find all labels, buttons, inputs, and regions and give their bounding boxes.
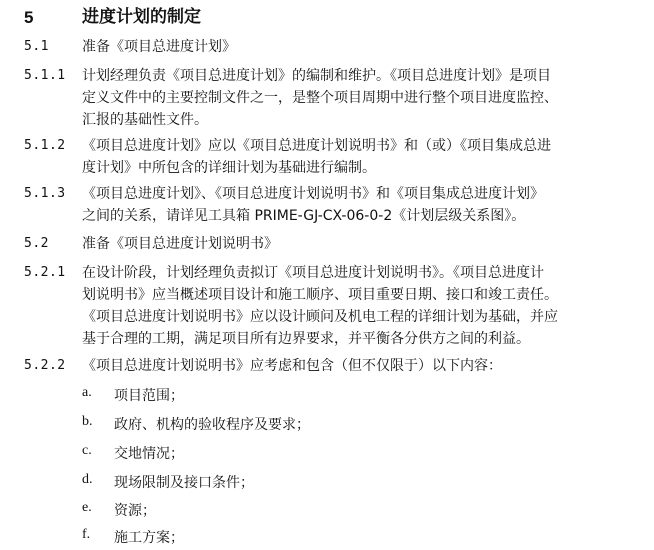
clause-line: 度计划》中所包含的详细计划为基础进行编制。 [82,160,376,176]
clause-number: 5.2.1 [24,265,66,280]
clause-line: 基于合理的工期，满足项目所有边界要求，并平衡各分供方之间的利益。 [82,331,530,347]
list-text: 交地情况； [114,446,184,462]
clause-line: 计划经理负责《项目总进度计划》的编制和维护。《项目总进度计划》是项目 [82,68,551,84]
list-marker: c. [82,443,92,458]
clause-text [82,233,630,255]
clause-line: 《项目总进度计划说明书》应考虑和包含（但不仅限于）以下内容： [82,358,502,374]
list-text: 施工方案； [114,530,184,546]
clause-text [82,262,630,350]
clause-number: 5.2.2 [24,358,66,373]
clause-line: 之间的关系，请详见工具箱 PRIME-GJ-CX-06-0-2《计划层级关系图》。 [82,208,526,224]
list-marker: a. [82,385,92,400]
clause-number: 5.1.2 [24,138,66,153]
clause-text [82,65,630,131]
list-marker: e. [82,500,92,515]
clause-text [82,183,630,227]
clause-number: 5.2 [24,236,49,251]
clause-line: 准备《项目总进度计划》 [82,39,236,55]
list-text: 现场限制及接口条件； [114,475,254,491]
clause-text [82,36,630,58]
clause-text [82,135,630,179]
list-text: 资源； [114,503,156,519]
list-text: 项目范围； [114,388,184,404]
clause-line: 《项目总进度计划》应以《项目总进度计划说明书》和（或）《项目集成总进 [82,138,551,154]
clause-line: 《项目总进度计划》、《项目总进度计划说明书》和《项目集成总进度计划》 [82,186,544,202]
clause-line: 定义文件中的主要控制文件之一，是整个项目周期中进行整个项目进度监控、 [82,90,558,106]
section-title: 进度计划的制定 [82,7,201,27]
list-text: 政府、机构的验收程序及要求； [114,417,310,433]
clause-line: 准备《项目总进度计划说明书》 [82,236,278,252]
list-marker: f. [82,527,91,542]
list-marker: d. [82,472,93,487]
clause-line: 划说明书》应当概述项目设计和施工顺序、项目重要日期、接口和竣工责任。 [82,287,558,303]
clause-line: 汇报的基础性文件。 [82,112,208,128]
clause-line: 《项目总进度计划说明书》应以设计顾问及机电工程的详细计划为基础，并应 [82,309,558,325]
clause-number: 5.1.1 [24,68,66,83]
clause-number: 5.1 [24,39,49,54]
list-marker: b. [82,414,93,429]
clause-line: 在设计阶段，计划经理负责拟订《项目总进度计划说明书》。《项目总进度计 [82,265,544,281]
clause-number: 5.1.3 [24,186,66,201]
clause-text [82,355,630,377]
section-number: 5 [24,8,34,27]
